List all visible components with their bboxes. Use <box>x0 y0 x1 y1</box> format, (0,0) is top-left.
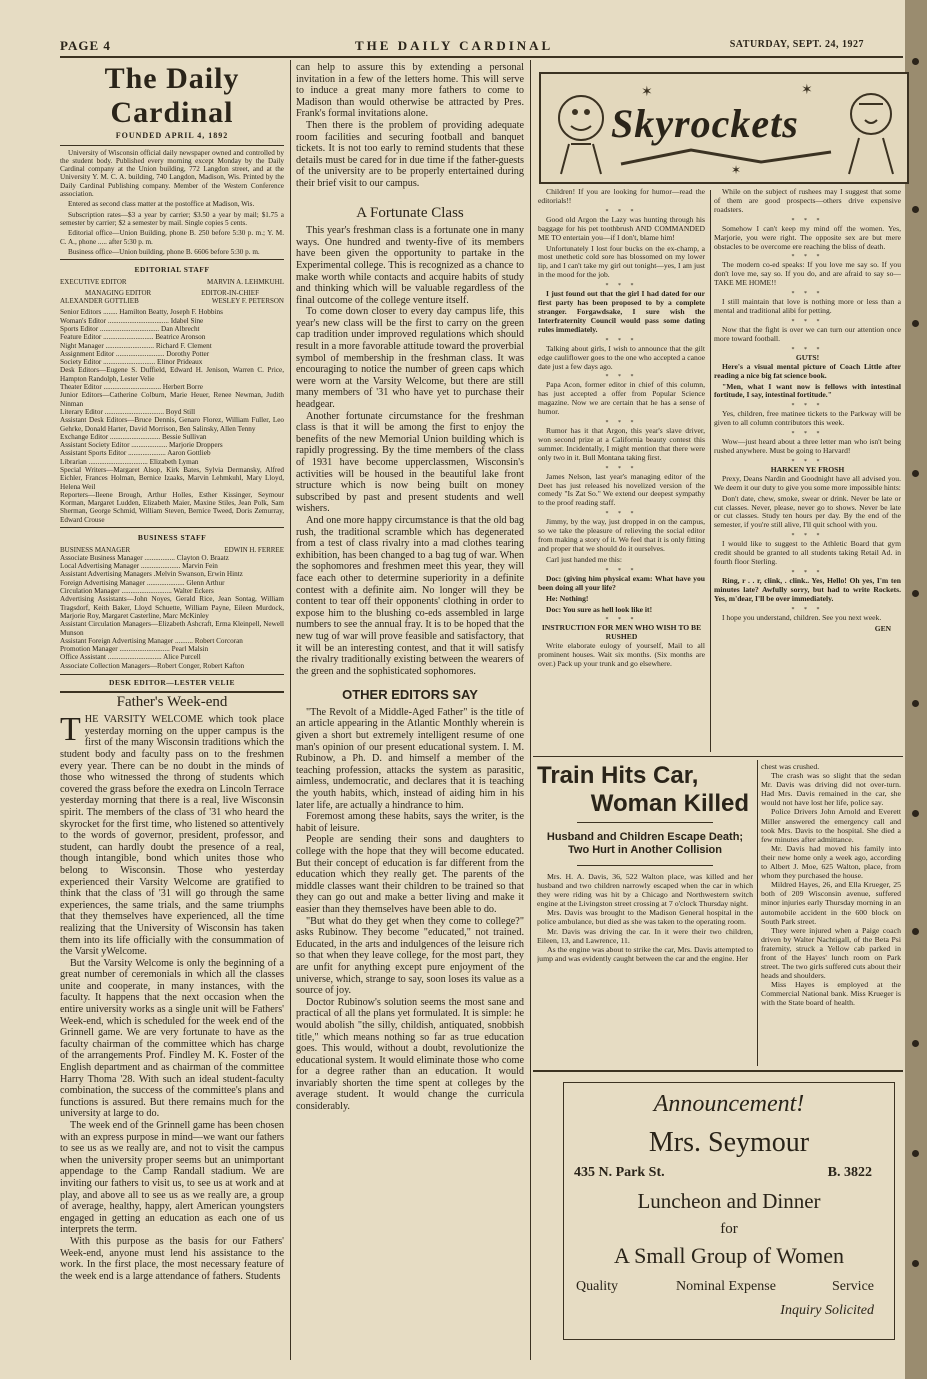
seymour-advertisement <box>563 1082 895 1340</box>
masthead-business-office: Business office—Union building, phone B. 6606 before 5:30 p. m. <box>68 247 260 256</box>
other-p1: "The Revolt of a Middle-Aged Father" is the title of an article appearing in the Atlantic Monthly wherein is given a short but extremely intelligent resume of one man's opinion of our present educational system. I. M. Rubinow, a Ph. D. and himself a member of the teaching profession, attacks the system as parasitic, aimless, undemocratic, and declares that it is teaching the youth habits, which, instead of aiding him in his later life, are actually a hindrance to him. <box>296 706 524 811</box>
train-story-continued: chest was crushed. The crash was so slight that the sedan Mr. Davis was driving did not over-turn. Had Mrs. Davis remained in the car, she would not have lost her life, police say. Police Drivers John Arnold and Everett Miller answered the emergency call and took Mrs. Davis to the hospital. She died a few minutes after admittance. Mr. Davis had moved his family into their new home only a week ago, according to Albert J. Moe, 625 Walton, place, from whom they purchased the house. Mildred Hayes, 26, and Ella Krueger, 25 both of 209 Wisconsin avenue, suffered minor injuries early Thursday morning in an automobile accident in the 600 block on South Park street. They were injured when a Paige coach driven by Walter Nachtigall, of the Beta Psi fraternity, struck a Yellow cab parked in front of the Hayes' lunch room on Park street. The two girls suffered cuts about their heads and shoulders. Miss Hayes is employed at the Commercial National bank. Miss Krueger is with the State board of health. <box>761 762 901 1008</box>
ad-service: Service <box>832 1279 874 1294</box>
column-rule-2 <box>530 60 531 1360</box>
svg-text:✶: ✶ <box>731 163 742 177</box>
managing-editor-names: ALEXANDER GOTTLIEB WESLEY F. PETERSON <box>60 297 284 306</box>
page-header <box>60 38 864 56</box>
desk-editor: DESK EDITOR—LESTER VELIE <box>60 674 284 689</box>
fathers-weekend-title: Father's Week-end <box>116 693 228 710</box>
fathers-weekend-p4: With this purpose as the basis for our Fathers' Week-end, anyone must lend his assistance to the work. In the first place, the most necessary feature of the week end is a large attendance of fathers. Students <box>60 1235 284 1282</box>
train-headline-2: Woman Killed <box>590 790 749 817</box>
fathers-weekend-p1: THE VARSITY WELCOME which took place yesterday morning on the upper campus is the first of the many Wisconsin traditions which the student body and faculty pass on to the freshmen every year. There can be no doubt in the minds of those who witnessed the throng of students which covered the grass before the exedra on Lincoln Terrace yesterday morning that there is a real, live Wisconsin spirit. The members of the class of '31 who heard the skyrocket for the first time, who listened so attentively to the words of governor, president, professor, and student, can hardly doubt the presence of a real, though intangible, bond which unites those who belong to Wisconsin. Those who yesterday experienced their Varsity Welcome are gratified to think that the class of '31 will go through the same experiences, the same trials, and the same triumphs that they themselves have experienced, all the time realizing that the University of Wisconsin has taken them into its life officially with the consummation of the Varsit yWelcome. <box>60 711 284 958</box>
business-staff-heading: BUSINESS STAFF <box>137 533 207 543</box>
skyrockets-column-b: While on the subject of rushees may I suggest that some of them are good prospects—others drive expensive roadsters. * * * Somehow I can't keep my mind off the women. Yes, Marjorie, you were right. The opposite sex are but mere obstacles to be overcome ere reaching the bliss of death. * * * The modern co-ed speaks: If you love me say so. If you don't love me, say so. If you do, and are afraid to say so—TAKE ME HOME!! * * * I still maintain that love is nothing more or less than a mental and traditional alibi for petting. * * * Now that the fight is over we can turn our attention once more toward football. * * * GUTS! Here's a visual mental picture of Coach Little after reading a nice big fat science book. "Men, what I want now is fellows with intestinal fortitude, I say, intestinal fortitude." * * * Yes, children, free matinee tickets to the Parkway will be given to all column contributors this week. * * * Wow—just heard about a three letter man who isn't being rushed anywhere. Must be going to Harvard! * * * HARKEN YE FROSH Prexy, Deans Nardin and Goodnight have all advised you. We deem it our duty to give you some more impossible hints: Don't date, chew, smoke, swear or drink. Never be late or cut classes. Never, please, never go to shows. Never be late or cut classes. Study ten hours per day. By the end of the semester, if you're still alive, I'll quit school with you. * * * I would like to suggest to the Athletic Board that gym credit should be granted to all students taking Retail Ad. in fourth floor Sterling. * * * Ring, r . . r, clink, . clink.. Yes, Hello! Oh yes, I'm ten minutes late? Awfully sorry, but had to write Rockets. Yes, m'dear, I'll be over immediately. * * * I hope you understand, children. See you next week. GEN <box>714 188 901 633</box>
exec-editor-row: EXECUTIVE EDITOR MARVIN A. LEHMKUHL <box>60 277 284 286</box>
skyrockets-banner <box>539 72 909 184</box>
business-staff-list: Associate Business Manager ................. Clayton O. Braatz Local Advertising Manager ...................... Marvin Fein Assistant Advertising Managers .Melvin Swanson, Erwin Hintz Foreign Advertising Manager ..................... Glenn Arthur Circulation Manager ............................ Walter Eckers Advertising Assistants—John Noyes, Gerald Rice, Jean Sontag, William Tragsdorf, Keith Baker, Lloyd Schuette, William Payne, Eileen Murdock, Marjorie Roy, Margaret Casterline, Marc McKinley Assistant Circulation Managers—Elizabeth Ashcraft, Erma Kleinpell, Newell Munson Assistant Foreign Advertising Manager .......... Robert Corcoran Promotion Manager ............................ Pearl Malsin Office Assistant .............................. Alice Purcell Associate Collection Managers—Robert Conger, Robert Kafton <box>60 553 284 670</box>
business-manager-row: BUSINESS MANAGER EDWIN H. FERREE <box>60 545 284 554</box>
binding-holes <box>912 0 922 1379</box>
editorial-staff-heading: EDITORIAL STAFF <box>134 265 210 275</box>
train-subhead: Husband and Children Escape Death; Two Hurt in Another Collision <box>546 831 744 856</box>
other-p5: Doctor Rubinow's solution seems the most sane and practical of all the plans yet formulated. It is simple: he would abolish "the silly, childish, antiquated, snobbish title," which means nothing so far as true education goes. This would, without a doubt, revolutionize the educational system. It would eliminate those who come for a degree rather than an education. It would invariably shorten the time spent at colleges by the average student. It would change the curricula considerably. <box>296 996 524 1113</box>
masthead-title: The Daily Cardinal <box>104 62 240 129</box>
other-p2: Foremost among these habits, says the writer, is the habit of leisure. <box>296 811 524 834</box>
ad-inquiry: Inquiry Solicited <box>780 1303 874 1318</box>
ad-nominal-expense: Nominal Expense <box>676 1279 776 1294</box>
fortunate-p4: And one more happy circumstance is that the old bag rush, the traditional scramble which has degenerated from a test of class rivalry into a mad clothes tearing exhibition, has been changed to a bag tug of war. When the sophomores and freshmen meet this year, they will face each other to determine superiority in a definite contest with a definite aim. No longer will they be content to tear off their opponents' clothing in order to expose him to the blushing co-eds assembled in large numbers to see the annual fray. It is to be hoped that the new tug of war will prove feasible and satisfactory, that it will be an interesting contest, and that it will satisfy the rivalry traditionally existing between the wearers of the green and the sophisticated sophomores. <box>296 514 524 677</box>
ad-quality: Quality <box>576 1279 618 1294</box>
issue-date: SATURDAY, SEPT. 24, 1927 <box>729 39 864 50</box>
ad-line2: A Small Group of Women <box>613 1243 845 1268</box>
skyrockets-signature: GEN <box>874 623 891 633</box>
masthead-founded: FOUNDED APRIL 4, 1892 <box>115 131 229 140</box>
managing-editor-row: MANAGING EDITOR EDITOR-IN-CHIEF <box>85 288 259 297</box>
skyrockets-column-a: Children! If you are looking for humor—read the editorials!! * * * Good old Argon the Lazy was hunting through his baggage for his pet toothbrush AND COMMANDED ME TO entertain you—if I don't, blame him! Unfortunately I lost four bucks on the ex-champ, a most unethetic cold sore has blossomed on my lower lip, and I can't take my girl out tonight—yes, I am just in the mood for the job. * * * I just found out that the girl I had dated for our first party has been proposed to by a complete stranger. Forgawdsake, I sure wish the Interfraternity Council would pass some dating rules immediately. * * * Talking about girls, I wish to announce that the gilt edge cauliflower goes to the one who accepted a canoe date just a few days ago. * * * Papa Acon, former editor in chief of this column, has just accepted a offer from Popular Science magazine. Now we are certain that he has a sense of humor. * * * Rumor has it that Argon, this year's slave driver, won second prize at a California beauty contest this summer. Incidentally, I might mention that there were only two in it. Bull Montana taking first. * * * James Nelson, last year's managing editor of the Deet has just released his novelized version of the comedy "Is Zat So." We extend our deepest sympathy to the proof reading staff. * * * Jimmy, by the way, just dropped in on the campus, so we take the pleasure of relieving the social editor from making a story of it. We feel that it is only fitting and proper that we should do it ourselves. Carl just handed me this: * * * Doc: (giving him physical exam: What have you been doing all your life? He: Nothing! Doc: You sure as hell look like it! * * * INSTRUCTION FOR MEN WHO WISH TO BE RUSHED Write elaborate eulogy of yourself, Mail to all prominent houses. Wait six months. (Six months are over.) Pack up your trunk and go elsewhere. <box>538 188 705 669</box>
column-middle <box>296 62 524 1362</box>
column-rule-1 <box>290 60 291 1360</box>
column-left <box>60 62 284 1362</box>
dropcap: T <box>60 711 81 749</box>
ad-phone: B. 3822 <box>827 1165 872 1180</box>
fortunate-p1: This year's freshman class is a fortunate one in many ways. One hundred and twenty-five of its members have been given the opportunity to partake in the Experimental college. This is recognized as a chance to make worth while contacts and acquire habits of study and thinking which will be valuable regardless of the final outcome of the college venture itself. <box>296 225 524 306</box>
skyrockets-bottom-rule <box>533 756 903 757</box>
masthead-subscription: Subscription rates—$3 a year by carrier; $3.50 a year by mail; $1.75 a semester by carrier; $2 a semester by mail. Single copies 5 cents. <box>60 210 284 227</box>
svg-text:✶: ✶ <box>641 85 653 100</box>
other-p4: "But what do they get when they come to college?" asks Rubinow. They become "educated," not trained. Educated, in the arts and indulgences of the leisure rich so that when they leave college, for the most part, they are unfit for anything except pure enjoyment of the universe, which, strange to say, soon loses its value as a source of joy. <box>296 915 524 997</box>
ad-for: for <box>720 1221 738 1237</box>
skyrockets-title: Skyrockets <box>611 101 799 146</box>
masthead-editorial-office: Editorial office—Union Building, phone B. 250 before 5:30 p. m.; Y. M. C. A., phone ..... after 5:30 p. m. <box>60 229 284 246</box>
fortunate-p3: Another fortunate circumstance for the freshman class is that it will be among the first to enjoy the benefits of the new Memorial Union building which is rapidly progressing. By the time members of the class of 1931 have become upperclassmen, Wisconsin's activities will be housed in the beautiful lake front structure which is now being built on money subscribed by past and present students and well wishers. <box>296 410 524 515</box>
masthead-entered: Entered as second class matter at the postoffice at Madison, Wis. <box>68 200 255 209</box>
header-rule <box>60 56 903 58</box>
fortunate-p2: To come down closer to every day campus life, this year's new class will be the first to carry on the green cap tradition under improved regulations which should result in a more favorable attitude toward the proverbial symbol of membership in the freshman class. It was encouraging to notice the number of green caps which were worn at the Varsity Welcome, but there are still many members of '31 who have yet to purchase their headgear. <box>296 306 524 411</box>
column-rule-4 <box>757 760 758 1066</box>
svg-text:✶: ✶ <box>801 83 813 98</box>
fathers-weekend-p2: But the Varsity Welcome is only the beginning of a great number of ceremonials in which all the classes unite and cooperate, in many instances, with the faculty. It happens that the next occasion when the entire university works as a single unit will be Fathers' Week-end, which is scheduled for the week end of the Grinnell game. We are very fortunate to have as the faculty chairman of the committee which has charge of the arrangements Prof. Findley M. K. Foster of the English department and as chairman of the committee Harry Thoma '28. With such an ideal student-faculty combination, the success of the committee's plans and functions is assured. But there remains much for the university at large to do. <box>60 957 284 1120</box>
other-editors-title: OTHER EDITORS SAY <box>342 687 478 703</box>
fathers-weekend-cont-2: Then there is the problem of providing adequate room facilities and securing football and banquet tickets. It is not too early to remind students that these details must be cared for in due time if the father-guests of the university are to be properly entertained during their brief visit to our campus. <box>296 119 524 189</box>
column-rule-3 <box>710 190 711 752</box>
ad-top-rule <box>533 1070 903 1072</box>
page-number: PAGE 4 <box>60 38 111 53</box>
train-story: Train Hits Car, Woman Killed Husband and Children Escape Death; Two Hurt in Another Collision Mrs. H. A. Davis, 36, 522 Walton place, was killed and her husband and two children narrowly escaped when the car in which they were riding was hit by a Chicago and Northwestern switch engine at the Livingston street crossing at 7 o'clock Thursday night. Mrs. Davis was brought to the Madison General hospital in the police ambulance, but died as she was taken to the operating room. Mr. Davis was driving the car. In it were their two children, Eileen, 13, and Lawrence, 11. As the engine was about to strike the car, Mrs. Davis attempted to jump and was evidently caught between the car and the engine. Her <box>537 762 753 963</box>
ad-name: Mrs. Seymour <box>648 1127 810 1158</box>
fathers-weekend-p3: The week end of the Grinnell game has been chosen with an express purpose in mind—we want our fathers to see us as we really are, and not to visit the campus when the university proper seems but an unimportant appendage to the Camp Randall stadium. We are inviting our fathers to visit us, to see us at work and at play, and above all to see us as we really are, a group of average, healthy, happy, alert American youngsters engaged in getting an education as each one of us interprets the term. <box>60 1120 284 1236</box>
train-headline-1: Train Hits Car, <box>537 762 699 789</box>
ad-address: 435 N. Park St. <box>574 1165 665 1180</box>
fortunate-class-title: A Fortunate Class <box>356 204 464 221</box>
editorial-staff-list: Senior Editors ........ Hamilton Beatty, Joseph F. Hobbins Woman's Editor .................................. Idabel Sine Sports Editor ................................. Dan Albrecht Feature Editor ............................ Beatrice Aronson Night Manager ........................... Richard F. Clement Assignment Editor ........................... Dorothy Potter Society Editor ............................. Elinor Prideaux Desk Editors—Eugene S. Duffield, Edward H. Jenison, Warren C. Price, Hampton Randolph, Lester Velie Theater Editor ................................ Herbert Borre Junior Editors—Catherine Colburn, Marie Heuer, Renee Newman, Judith Ninman Literary Editor ................................. Boyd Still Assistant Desk Editors—Bruce Dennis, Genaro Florez, William Fuller, Leo Gehrke, Donald Harter, David Morrison, Ben Salinsky, Allen Tenny Exchange Editor ............................ Bessie Sullivan Assistant Society Editor .................... Marjorie Droppers Assistant Sports Editor ..................... Aaron Gottlieb Librarian ................................. Elizabeth Lyman Special Writers—Margaret Alsop, Kirk Bates, Sylvia Dermansky, Alfred Eichler, Frances Holman, Bernice Izaaks, Marvin Lehmkuhl, Mary Lloyd, Helena Weil Reporters—Ileene Brough, Arthur Holles, Esther Kissinger, Seymour Korman, Margaret Ludden, Elizabeth Maier, Maxine Stiles, Jean Polk, Sam Sherman, George Schmid, William Steven, Bernice Tweed, Doris Zemurray, Edward Crouse <box>60 308 284 524</box>
ad-announcement: Announcement! <box>653 1091 805 1117</box>
masthead-about: University of Wisconsin official daily newspaper owned and controlled by the student body. Published every morning except Monday by the Daily Cardinal company at the Union building, 772 Langdon street, and at the University Y. M. C. A. building, 740 Langdon, Madison, Wis. Printed by the Daily Cardinal Publishing company. Member of the Western Conference association. <box>60 148 284 199</box>
paper-name: THE DAILY CARDINAL <box>355 38 554 53</box>
other-p3: People are sending their sons and daughters to college with the hope that they will become educated. But their concept of education is far different from the education which they really get. The parents of the middle classes want their children to be trained so that they can go out and make a better living and make it easier than they themselves have been able to do. <box>296 834 524 915</box>
fathers-weekend-cont-1: can help to assure this by extending a personal invitation in a few of the letters home. This will serve to induce a great many more fathers to come to Madison than would otherwise be attracted by Pres. Frank's formal invitations alone. <box>296 62 524 120</box>
ad-line1: Luncheon and Dinner <box>637 1189 821 1213</box>
